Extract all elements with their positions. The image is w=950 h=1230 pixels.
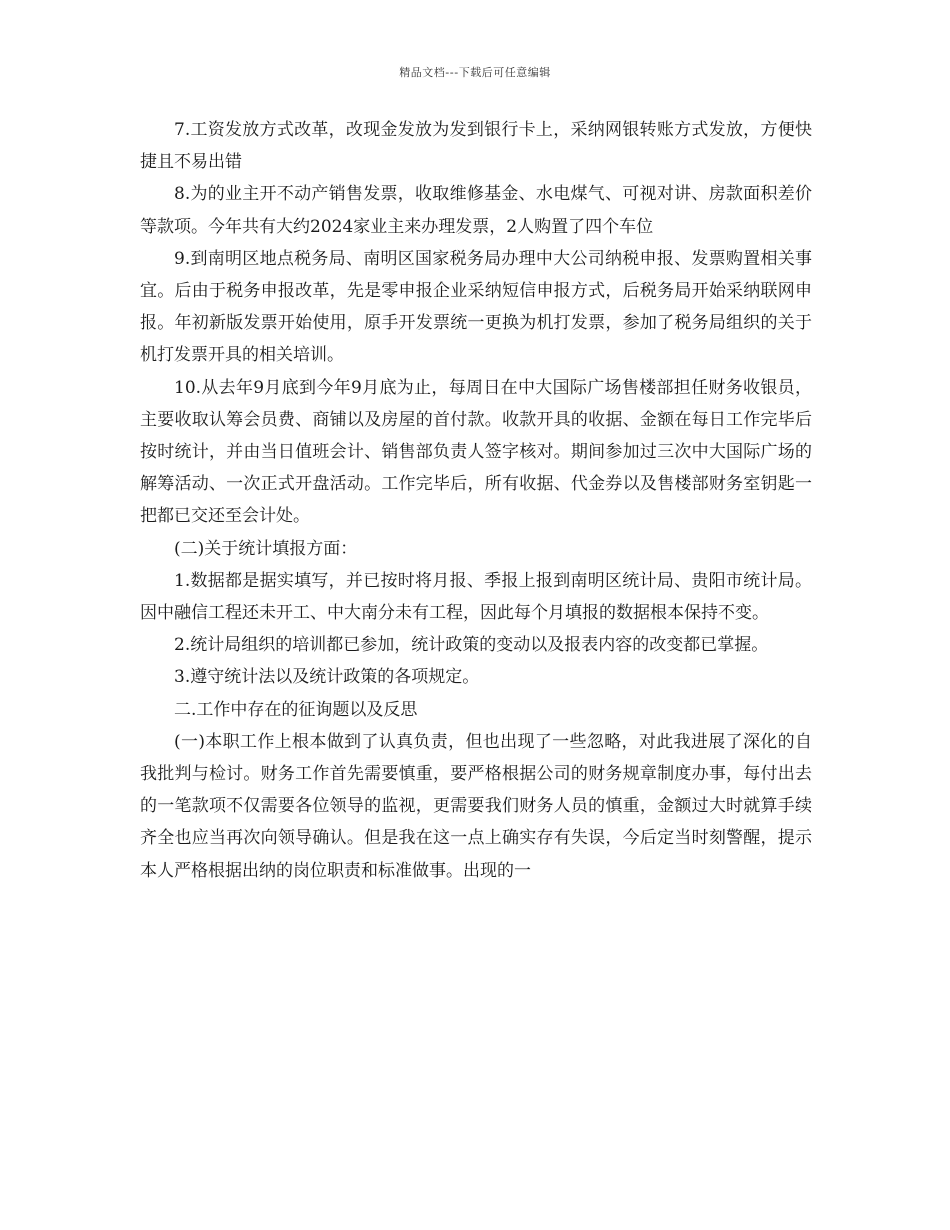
paragraph-item-7: 7.工资发放方式改革，改现金发放为发到银行卡上，采纳网银转账方式发放，方便快捷且不易出错 <box>140 120 812 173</box>
paragraph-item-8: 8.为的业主开不动产销售发票，收取维修基金、水电煤气、可视对讲、房款面积差价等款项。今年共有大约2024家业主来办理发票，2人购置了四个车位 <box>140 184 812 237</box>
paragraph-item-10: 10.从去年9月底到今年9月底为止，每周日在中大国际广场售楼部担任财务收银员，主要收取认筹会员费、商铺以及房屋的首付款。收款开具的收据、金额在每日工作完毕后按时统计，并由当日值班会计、销售部负责人签字核对。期间参加过三次中大国际广场的解筹活动、一次正式开盘活动。工作完毕后，所有收据、代金券以及售楼部财务室钥匙一把都已交还至会计处。 <box>140 377 812 527</box>
section-heading-statistics: (二)关于统计填报方面： <box>174 538 358 559</box>
paragraph-stat-1: 1.数据都是据实填写，并已按时将月报、季报上报到南明区统计局、贵阳市统计局。因中融信工程还未开工、中大南分未有工程，因此每个月填报的数据根本保持不变。 <box>140 570 812 624</box>
page-header: 精品文档---下载后可任意编辑 <box>399 66 551 79</box>
paragraph-item-9: 9.到南明区地点税务局、南明区国家税务局办理中大公司纳税申报、发票购置相关事宜。后由于税务申报改革，先是零申报企业采纳短信申报方式，后税务局开始采纳联网申报。年初新版发票开始使用，原手开发票统一更换为机打发票，参加了税务局组织的关于机打发票开具的相关培训。 <box>140 248 812 366</box>
paragraph-stat-3: 3.遵守统计法以及统计政策的各项规定。 <box>174 667 480 688</box>
paragraph-stat-2: 2.统计局组织的培训都已参加，统计政策的变动以及报表内容的改变都已掌握。 <box>174 635 769 656</box>
document-body <box>140 114 812 887</box>
section-heading-problems: 二.工作中存在的征询题以及反思 <box>174 699 418 720</box>
paragraph-reflection-1: (一)本职工作上根本做到了认真负责，但也出现了一些忽略，对此我进展了深化的自我批判与检讨。财务工作首先需要慎重，要严格根据公司的财务规章制度办事，每付出去的一笔款项不仅需要各位领导的监视，更需要我们财务人员的慎重，金额过大时就算手续齐全也应当再次向领导确认。但是我在这一点上确实存有失误，今后定当时刻警醒，提示本人严格根据出纳的岗位职责和标准做事。出现的一 <box>140 731 812 881</box>
